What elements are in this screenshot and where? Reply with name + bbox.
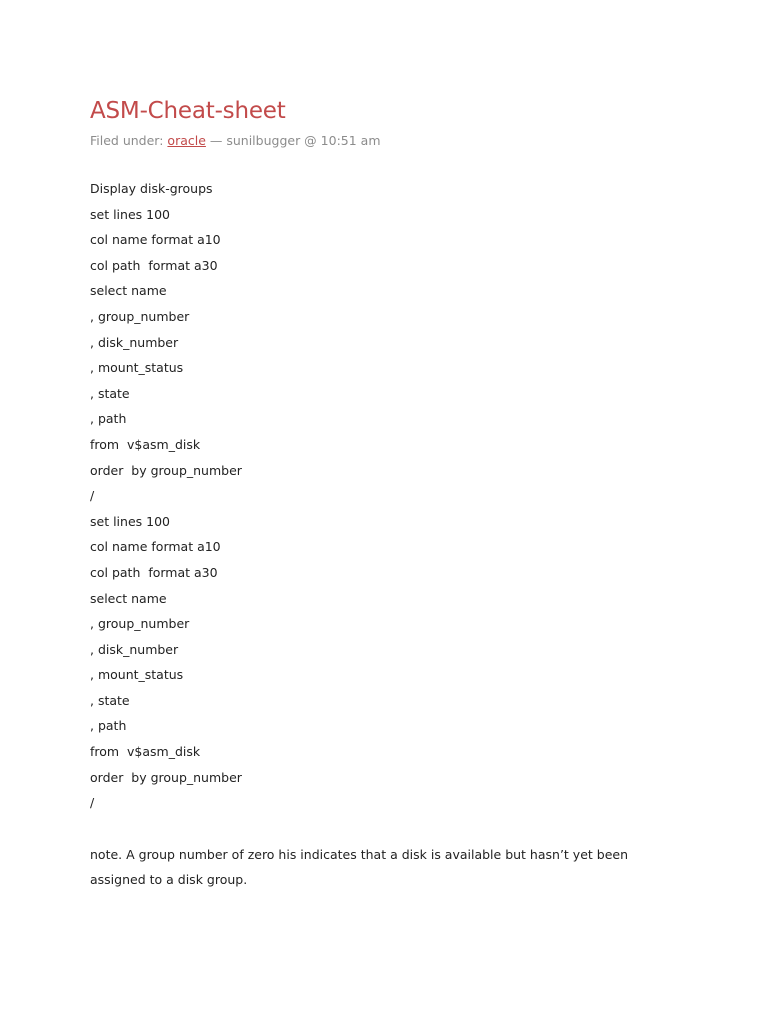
body-line: , disk_number [90, 641, 179, 657]
body-line: set lines 100 [90, 206, 170, 222]
filed-under-label: Filed under: [90, 133, 164, 148]
body-line: , mount_status [90, 360, 184, 376]
body-line: order by group_number [90, 769, 242, 785]
body-line: , mount_status [90, 667, 184, 683]
body-line: , disk_number [90, 334, 179, 350]
body-line: set lines 100 [90, 513, 170, 529]
body-line: col path format a30 [90, 564, 218, 580]
body-line: from v$asm_disk [90, 744, 201, 760]
body-line: select name [90, 283, 167, 299]
post-note: note. A group number of zero his indicates that a disk is available but hasn’t yet been assigned to a disk group. [90, 846, 628, 888]
blog-post [90, 94, 690, 893]
author-timestamp: — sunilbugger @ 10:51 am [205, 133, 381, 148]
body-line: , path [90, 718, 127, 734]
post-title: ASM-Cheat-sheet [90, 98, 286, 124]
body-line: / [90, 795, 95, 811]
post-meta [90, 132, 690, 150]
body-line: select name [90, 590, 167, 606]
body-line: from v$asm_disk [90, 436, 201, 452]
body-line: , group_number [90, 308, 190, 324]
body-line: , state [90, 692, 130, 708]
body-line: col name format a10 [90, 232, 221, 248]
category-link[interactable]: oracle [167, 133, 206, 148]
body-line: order by group_number [90, 462, 242, 478]
body-line: Display disk-groups [90, 181, 213, 196]
body-line: , group_number [90, 616, 190, 632]
body-line: / [90, 488, 95, 504]
body-line: col name format a10 [90, 539, 221, 555]
body-line: , state [90, 385, 130, 401]
body-line: , path [90, 411, 127, 427]
body-line: col path format a30 [90, 257, 218, 273]
post-body-lines [90, 176, 690, 816]
